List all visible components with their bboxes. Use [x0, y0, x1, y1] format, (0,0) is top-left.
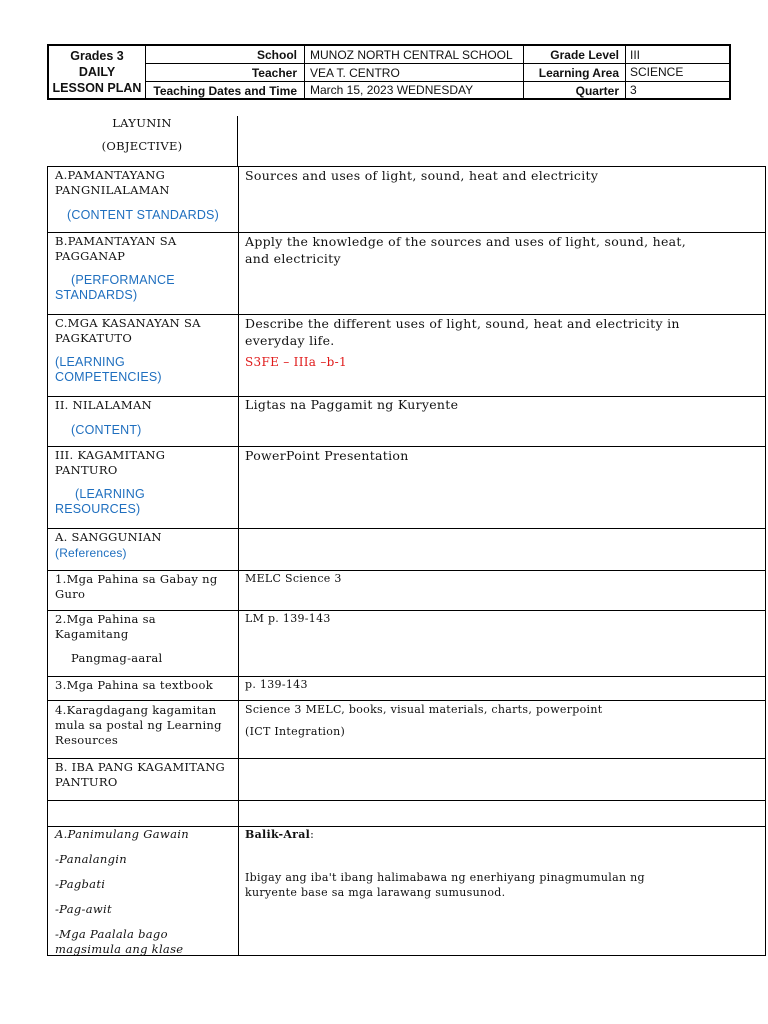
title-line-1: Grades 3: [70, 49, 124, 63]
competencies-value-2: everyday life.: [245, 333, 335, 348]
school-value: MUNOZ NORTH CENTRAL SCHOOL: [310, 48, 513, 62]
initial-line-1: A.Panimulang Gawain: [55, 827, 189, 841]
initial-line-5: -Mga Paalala bago: [55, 927, 168, 941]
grade-label: Grade Level: [550, 48, 619, 62]
initial-line-2: -Panalangin: [55, 852, 127, 866]
initial-line-6: magsimula ang klase: [55, 942, 184, 956]
dates-value: March 15, 2023 WEDNESDAY: [310, 83, 474, 97]
content-standards-value: Sources and uses of light, sound, heat and electricity: [245, 168, 599, 183]
guide-pages-line-1: 1.Mga Pahina sa Gabay ng: [55, 572, 218, 586]
content-en: (CONTENT): [71, 423, 142, 437]
initial-activity-value: [245, 827, 715, 900]
additional-value: [245, 702, 715, 739]
learner-pages-line-3: Pangmag-aaral: [71, 651, 163, 665]
performance-standards-value: [245, 233, 715, 267]
review-colon: :: [310, 828, 315, 841]
resources-en-1: (LEARNING: [75, 487, 145, 501]
competencies-en-1: (LEARNING: [55, 355, 125, 369]
content-standards-line-2: PANGNILALAMAN: [55, 183, 170, 197]
review-label: Balik-Aral: [245, 828, 311, 841]
references-line-1: A. SANGGUNIAN: [55, 530, 162, 544]
guide-pages-line-2: Guro: [55, 587, 86, 601]
header-table: [47, 44, 731, 100]
other-materials-line-1: B. IBA PANG KAGAMITANG: [55, 760, 226, 774]
review-heading: [245, 827, 715, 842]
objective-label: [47, 116, 237, 154]
objective-line-1: LAYUNIN: [112, 116, 172, 130]
competency-code: S3FE – IIIa –b-1: [245, 355, 347, 369]
initial-value-2: kuryente base sa mga larawang sumusunod.: [245, 886, 506, 899]
performance-standards-en-2: STANDARDS): [55, 288, 138, 302]
additional-line-1: 4.Karagdagang kagamitan: [55, 703, 217, 717]
references-en: (References): [55, 546, 127, 560]
title-line-3: LESSON PLAN: [52, 81, 142, 95]
initial-line-3: -Pagbati: [55, 877, 106, 891]
references-label: [55, 530, 235, 561]
teacher-value: VEA T. CENTRO: [310, 66, 400, 80]
dates-label: Teaching Dates and Time: [153, 84, 297, 98]
performance-standards-line-1: B.PAMANTAYAN SA: [55, 234, 177, 248]
resources-line-2: PANTURO: [55, 463, 118, 477]
performance-standards-value-2: and electricity: [245, 251, 341, 266]
other-materials-label: [55, 760, 235, 790]
textbook-pages-value: p. 139-143: [245, 678, 308, 691]
additional-line-2: mula sa postal ng Learning: [55, 718, 222, 732]
initial-value-1: Ibigay ang iba't ibang halimabawa ng enerhiyang pinagmumulan ng: [245, 871, 645, 884]
competencies-line-2: PAGKATUTO: [55, 331, 133, 345]
learner-pages-line-2: Kagamitang: [55, 627, 129, 641]
resources-value: PowerPoint Presentation: [245, 448, 409, 463]
content-standards-line-1: A.PAMANTAYANG: [55, 168, 166, 182]
content-standards-en: (CONTENT STANDARDS): [67, 208, 219, 222]
title-line-2: DAILY: [78, 65, 116, 79]
initial-line-4: -Pag-awit: [55, 902, 112, 916]
competencies-value-1: Describe the different uses of light, sound, heat and electricity in: [245, 316, 680, 331]
learner-pages-label: [55, 612, 235, 666]
guide-pages-label: [55, 572, 235, 602]
plan-title: [49, 48, 145, 96]
area-label: Learning Area: [538, 66, 619, 80]
quarter-value: 3: [630, 83, 637, 97]
guide-pages-value: MELC Science 3: [245, 572, 342, 585]
additional-value-2: (ICT Integration): [245, 725, 346, 738]
performance-standards-en-1: (PERFORMANCE: [71, 273, 175, 287]
competencies-label: [55, 316, 235, 385]
objective-line-2: (OBJECTIVE): [101, 139, 183, 153]
additional-label: [55, 703, 235, 748]
content-standards-label: [55, 168, 235, 223]
initial-activity-label: [55, 827, 235, 957]
teacher-label: Teacher: [251, 66, 297, 80]
performance-standards-value-1: Apply the knowledge of the sources and uses of light, sound, heat,: [245, 234, 687, 249]
performance-standards-label: [55, 234, 235, 303]
lesson-table: [47, 166, 766, 956]
competencies-en-2: COMPETENCIES): [55, 370, 162, 384]
area-value: SCIENCE: [630, 65, 684, 79]
content-label: [55, 398, 235, 438]
objective-divider: [237, 116, 238, 166]
additional-value-1: Science 3 MELC, books, visual materials, charts, powerpoint: [245, 703, 603, 716]
additional-line-3: Resources: [55, 733, 119, 747]
other-materials-line-2: PANTURO: [55, 775, 118, 789]
grade-value: III: [630, 48, 641, 62]
learner-pages-value: LM p. 139-143: [245, 612, 331, 625]
competencies-value: [245, 315, 715, 371]
resources-label: [55, 448, 235, 517]
textbook-pages-label: 3.Mga Pahina sa textbook: [55, 678, 214, 692]
performance-standards-line-2: PAGGANAP: [55, 249, 126, 263]
learner-pages-line-1: 2.Mga Pahina sa: [55, 612, 156, 626]
school-label: School: [256, 48, 297, 62]
competencies-line-1: C.MGA KASANAYAN SA: [55, 316, 201, 330]
content-line-1: II. NILALAMAN: [55, 398, 152, 412]
content-value: Ligtas na Paggamit ng Kuryente: [245, 397, 459, 412]
resources-line-1: III. KAGAMITANG: [55, 448, 166, 462]
quarter-label: Quarter: [575, 84, 619, 98]
resources-en-2: RESOURCES): [55, 502, 141, 516]
